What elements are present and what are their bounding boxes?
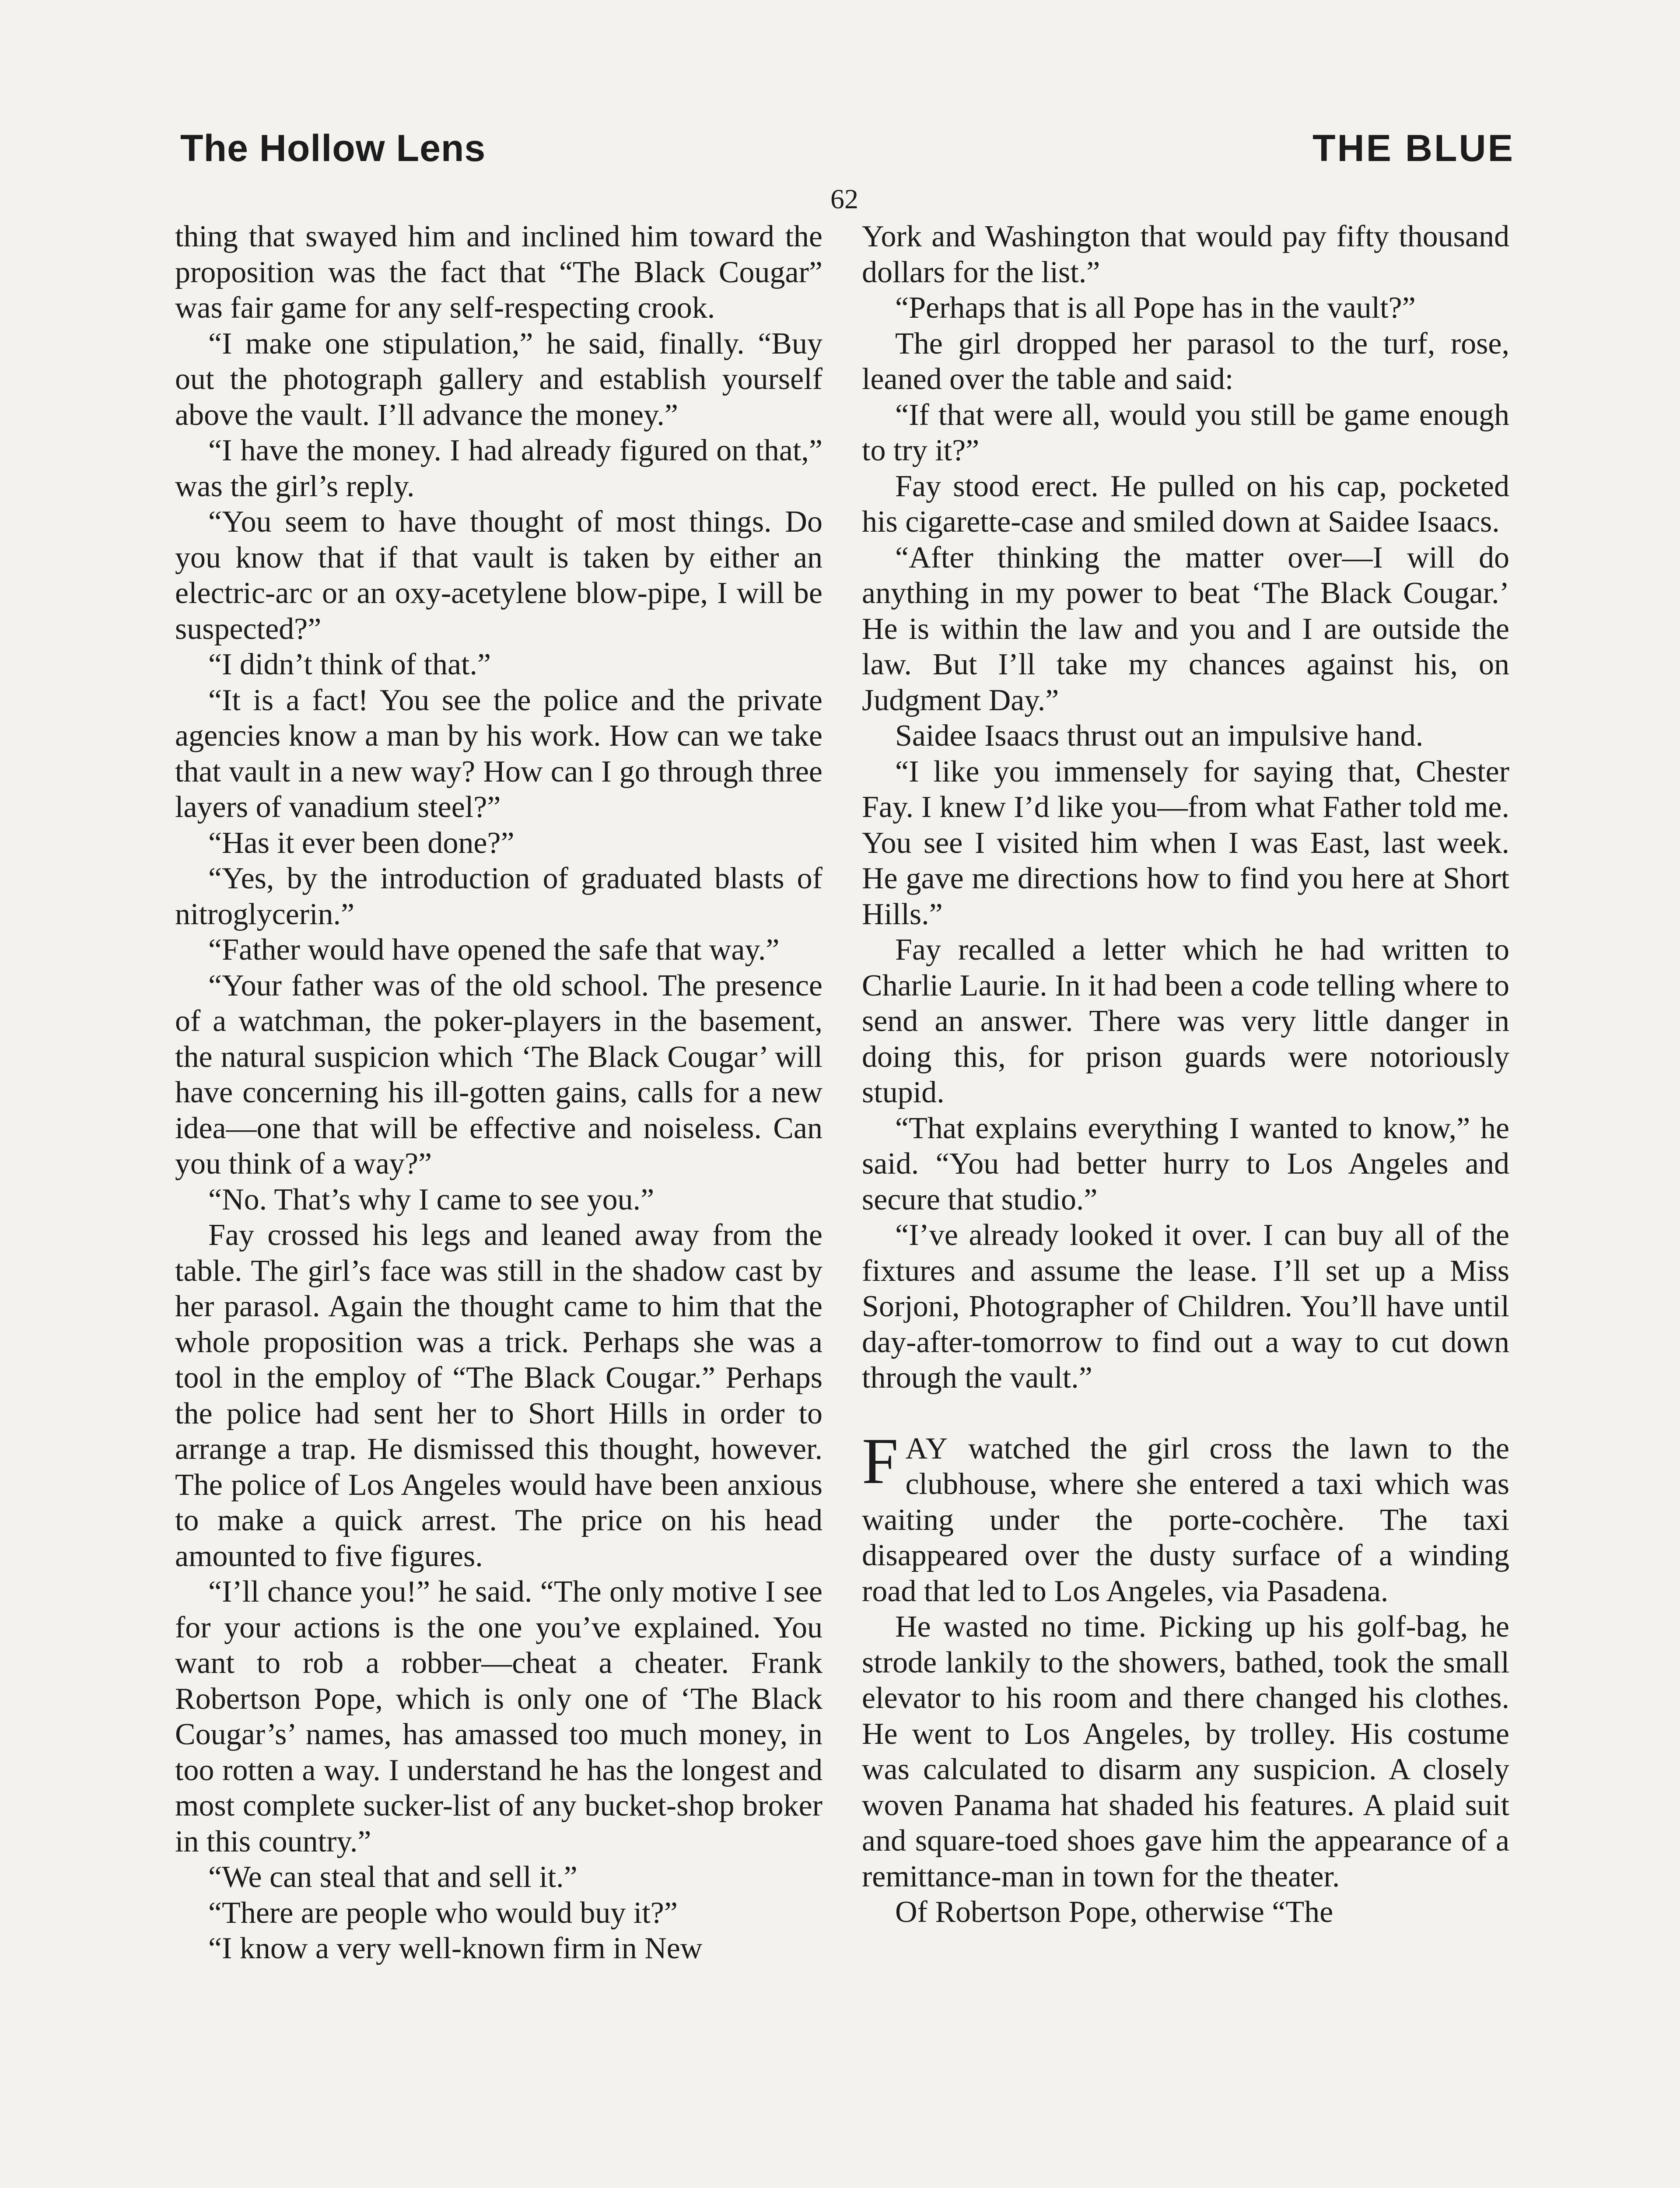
- section-opening-text: watched the girl cross the lawn to the clubhouse, where she entered a taxi which was waiting under the porte-cochère. The taxi disappeared over the dusty surface of a winding road that led to Los Angeles, via Pasadena.: [862, 1431, 1509, 1608]
- paragraph: Fay stood erect. He pulled on his cap, pocketed his cigarette-case and smiled down at Saidee Isaacs.: [862, 469, 1509, 539]
- paragraph: “No. That’s why I came to see you.”: [208, 1182, 654, 1217]
- paragraph: “I make one stipulation,” he said, finally. “Buy out the photograph gallery and establish yourself above the vault. I’ll advance the money.”: [175, 326, 822, 432]
- paragraph: “Father would have opened the safe that way.”: [208, 933, 780, 967]
- paragraph: “There are people who would buy it?”: [208, 1896, 678, 1930]
- paragraph: “That explains everything I wanted to know,” he said. “You had better hurry to Los Angeles and secure that studio.”: [862, 1111, 1509, 1217]
- running-title: The Hollow Lens: [180, 127, 486, 169]
- paragraph: “If that were all, would you still be game enough to try it?”: [862, 398, 1509, 467]
- paragraph: “After thinking the matter over—I will do anything in my power to beat ‘The Black Cougar.’ He is within the law and you and I are outside the law. But I’ll take my chances against his, on Judgment Day.”: [862, 540, 1509, 717]
- paragraph: “Perhaps that is all Pope has in the vault?”: [895, 291, 1416, 325]
- paragraph: “It is a fact! You see the police and the private agencies know a man by his work. How can we take that vault in a new way? How can I go through three layers of vanadium steel?”: [175, 683, 822, 824]
- section-break: [862, 1396, 1509, 1431]
- paragraph: The girl dropped her parasol to the turf, rose, leaned over the table and said:: [862, 326, 1509, 396]
- paragraph: York and Washington that would pay fifty thousand dollars for the list.”: [862, 220, 1509, 289]
- page-number: 62: [830, 183, 858, 214]
- section-opening-paragraph: [862, 1424, 1509, 1609]
- paragraph: He wasted no time. Picking up his golf-bag, he strode lankily to the showers, bathed, took the small elevator to his room and there changed his clothes. He went to Los Angeles, by trolley. His costume was calculated to disarm any suspicion. A closely woven Panama hat shaded his features. A plaid suit and square-toed shoes gave him the appearance of a remittance-man in town for the theater.: [862, 1610, 1509, 1893]
- section-lead: AY: [905, 1431, 949, 1466]
- drop-cap: F: [862, 1424, 899, 1497]
- paragraph: “I know a very well-known firm in New: [208, 1932, 703, 1965]
- paragraph: “I have the money. I had already figured on that,” was the girl’s reply.: [175, 434, 822, 503]
- paragraph: “Has it ever been done?”: [208, 826, 514, 860]
- paragraph: “I like you immensely for saying that, Chester Fay. I knew I’d like you—from what Father told me. You see I visited him when I was East, last week. He gave me directions how to find you here at Short Hills.”: [862, 754, 1509, 931]
- paragraph: “Yes, by the introduction of graduated blasts of nitroglycerin.”: [175, 862, 822, 931]
- paragraph: “We can steal that and sell it.”: [208, 1860, 578, 1894]
- paragraph: “I’ll chance you!” he said. “The only motive I see for your actions is the one you’ve explained. You want to rob a robber—cheat a cheater. Frank Robertson Pope, which is only one of ‘The Black Cougar’s’ names, has amassed too much money, in too rotten a way. I understand he has the longest and most complete sucker-list of any bucket-shop broker in this country.”: [175, 1575, 822, 1858]
- paragraph: “Your father was of the old school. The presence of a watchman, the poker-players in the basement, the natural suspicion which ‘The Black Cougar’ will have concerning his ill-gotten gains, calls for a new idea—one that will be effective and noiseless. Can you think of a way?”: [175, 968, 822, 1181]
- paragraph: thing that swayed him and inclined him toward the proposition was the fact that “The Black Cougar” was fair game for any self-respecting crook.: [175, 220, 822, 325]
- paragraph: “I didn’t think of that.”: [208, 648, 491, 681]
- paragraph: Saidee Isaacs thrust out an impulsive hand.: [895, 719, 1424, 753]
- magazine-title: THE BLUE: [1312, 127, 1515, 169]
- paragraph: “I’ve already looked it over. I can buy all of the fixtures and assume the lease. I’ll set up a Miss Sorjoni, Photographer of Children. You’ll have until day-after-tomorrow to find out a way to cut down through the vault.”: [862, 1218, 1509, 1395]
- paragraph: Fay recalled a letter which he had written to Charlie Laurie. In it had been a code telling where to send an answer. There was very little danger in doing this, for prison guards were notoriously stupid.: [862, 933, 1509, 1109]
- page-header: [180, 127, 1515, 184]
- left-column: [175, 219, 822, 1967]
- right-column: [862, 219, 1509, 1930]
- paragraph: Fay crossed his legs and leaned away from the table. The girl’s face was still in the shadow cast by her parasol. Again the thought came to him that the whole proposition was a trick. Perhaps she was a tool in the employ of “The Black Cougar.” Perhaps the police had sent her to Short Hills in order to arrange a trap. He dismissed this thought, however. The police of Los Angeles would have been anxious to make a quick arrest. The price on his head amounted to five figures.: [175, 1218, 822, 1573]
- paragraph: “You seem to have thought of most things. Do you know that if that vault is taken by either an electric-arc or an oxy-acetylene blow-pipe, I will be suspected?”: [175, 505, 822, 646]
- paragraph: Of Robertson Pope, otherwise “The: [895, 1895, 1334, 1929]
